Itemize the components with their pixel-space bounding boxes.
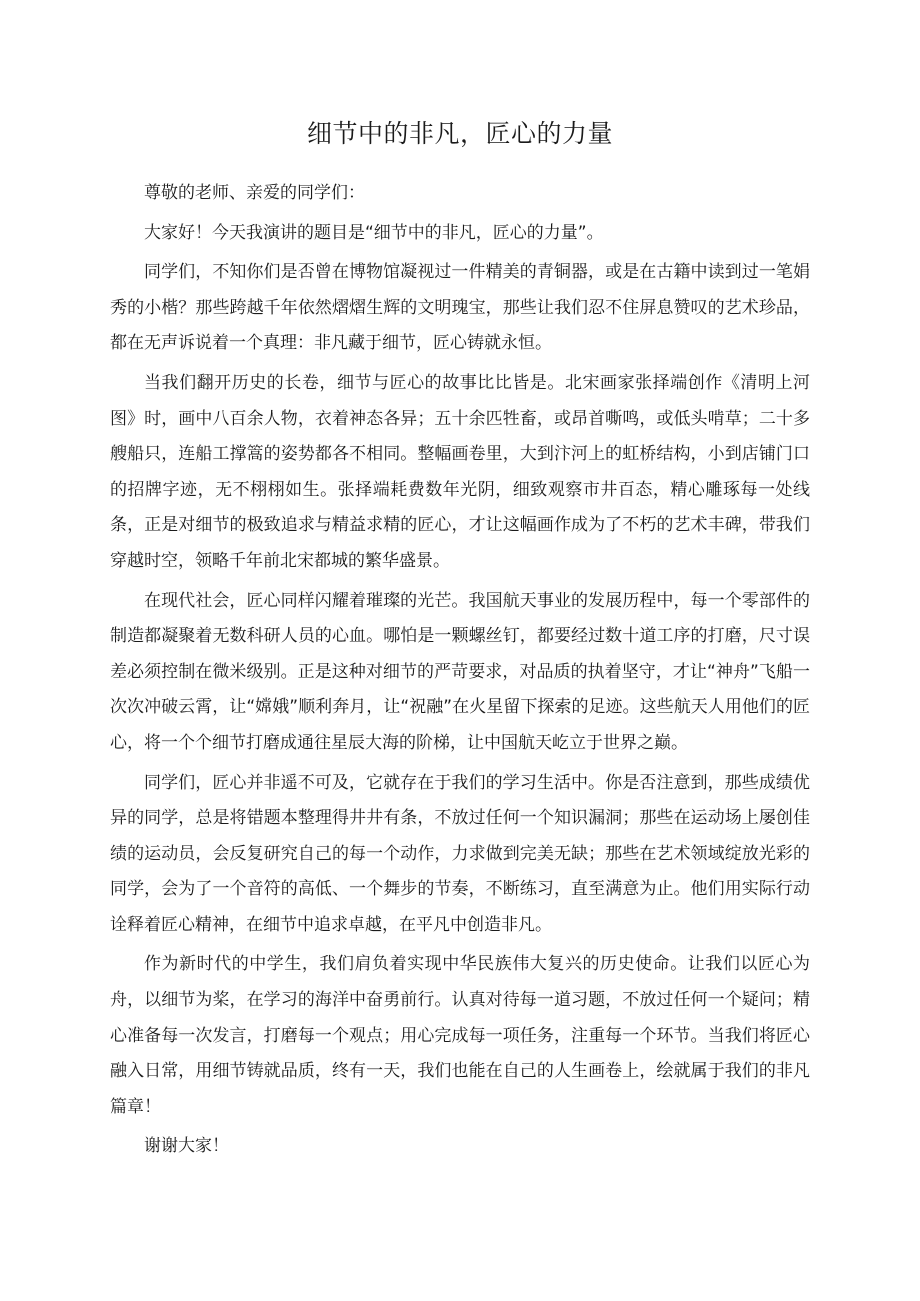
paragraph-intro: 同学们，不知你们是否曾在博物馆凝视过一件精美的青铜器，或是在古籍中读到过一笔娟秀的小楷？那些跨越千年依然熠熠生辉的文明瑰宝，那些让我们忍不住屏息赞叹的艺术珍品，都在无声诉说着一个真理：非凡藏于细节，匠心铸就永恒。 bbox=[110, 262, 810, 354]
salutation: 尊敬的老师、亲爱的同学们： bbox=[144, 183, 365, 203]
paragraph-aerospace: 在现代社会，匠心同样闪耀着璀璨的光芒。我国航天事业的发展历程中，每一个零部件的制造都凝聚着无数科研人员的心血。哪怕是一颗螺丝钉，都要经过数十道工序的打磨，尺寸误差必须控制在微米级别。正是这种对细节的严苛要求，对品质的执着坚守，才让“神舟”飞船一次次冲破云霄，让“嫦娥”顺利奔月，让“祝融”在火星留下探索的足迹。这些航天人用他们的匠心，将一个个细节打磨成通往星辰大海的阶梯，让中国航天屹立于世界之巅。 bbox=[110, 590, 810, 753]
speech-body bbox=[110, 176, 810, 1169]
paragraph-greeting: 大家好！今天我演讲的题目是“细节中的非凡，匠心的力量”。 bbox=[144, 222, 604, 243]
paragraph-call-to-action: 作为新时代的中学生，我们肩负着实现中华民族伟大复兴的历史使命。让我们以匠心为舟，以细节为桨，在学习的海洋中奋勇前行。认真对待每一道习题，不放过任何一个疑问；精心准备每一次发言，打磨每一个观点；用心完成每一项任务，注重每一个环节。当我们将匠心融入日常，用细节铸就品质，终有一天，我们也能在自己的人生画卷上，绘就属于我们的非凡篇章！ bbox=[110, 954, 810, 1117]
page-title: 细节中的非凡，匠心的力量 bbox=[306, 119, 613, 148]
paragraph-history: 当我们翻开历史的长卷，细节与匠心的故事比比皆是。北宋画家张择端创作《清明上河图》时，画中八百余人物，衣着神态各异；五十余匹牲畜，或昂首嘶鸣，或低头啃草；二十多艘船只，连船工撑篙的姿势都各不相同。整幅画卷里，大到汴河上的虹桥结构，小到店铺门口的招牌字迹，无不栩栩如生。张择端耗费数年光阴，细致观察市井百态，精心雕琢每一处线条，正是对细节的极致追求与精益求精的匠心，才让这幅画作成为了不朽的艺术丰碑，带我们穿越时空，领略千年前北宋都城的繁华盛景。 bbox=[110, 372, 810, 571]
closing-thanks: 谢谢大家！ bbox=[144, 1136, 229, 1157]
paragraph-student-life: 同学们，匠心并非遥不可及，它就存在于我们的学习生活中。你是否注意到，那些成绩优异的同学，总是将错题本整理得井井有条，不放过任何一个知识漏洞；那些在运动场上屡创佳绩的运动员，会反复研究自己的每一个动作，力求做到完美无缺；那些在艺术领域绽放光彩的同学，会为了一个音符的高低、一个舞步的节奏，不断练习，直至满意为止。他们用实际行动诠释着匠心精神，在细节中追求卓越，在平凡中创造非凡。 bbox=[110, 772, 810, 935]
